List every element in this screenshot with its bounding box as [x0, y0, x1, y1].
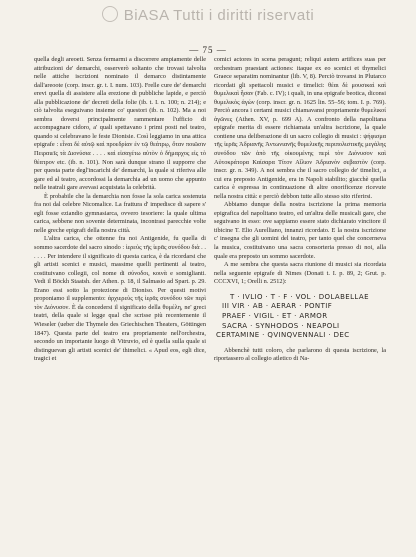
inscription-line: SACRA · SYNHODOS · NEAPOLI [222, 321, 340, 330]
inscription-line: T · IVLIO · T · F · VOL · DOLABELLAE [230, 292, 369, 301]
inscription-line: PRAEF · VIGIL · ET · ARMOR [222, 311, 328, 320]
inscription-line: III VIR · AB · AERAR · PONTIF [222, 302, 333, 311]
paragraph: L'altra carica, che ottenne fra noi Antigenide, fu quella di sommo sacerdote del sacro sinodo : ἱερεὺς τῆς ἱερᾶς συνόδου διὰ . . . . . . Per intendere il significato di questa carica, è da ricordarsi che gli artisti scenici e musici, massime quelli pertinenti al teatro, costituivano collegii, col nome di σύνοδοι, κοινὰ e somiglianti. Vedi il Böckh Staatsh. der Athen. p. 18, il Salmasio ad Spart. p. 29. Erano essi sotto la protezione di Dioniso. Per questi motivi proponiamo il supplemento: ἀρχιερεὺς τῆς ἱερᾶς συνόδου τῶν περὶ τὸν Διόνυσον. È da concedersi il significato della θυμέλη, ne' greci teatri, della quale si legge qual che scrisse più recentemente il Wieseler (ueber die Thymele des Griechischen Theaters, Göttingen 1847). Questa parte del teatro era propriamente nell'orchestra, secondo un importante luogo di Vitruvio, ed è quella sulla quale si distinguevan gli artisti scenici de' thimelici. « Apud eos, egli dice, tragici et [34, 235, 206, 363]
paragraph: Abbiamo dunque della nostra iscrizione la prima memoria epigrafica del napolitano teatro, ed un'altra delle musicali gare, che seguivano in esso: ove sappiamo essere stato dichiarato vincitore il tibicine T. Elio Aurelliano, innanzi ricordato. E la nostra iscrizione c' insegna che gli uomini del teatro, per tanto quel che concerneva la musica, costituivano una sacra consorteria presso di noi, alla quale era preposto un sommo sacerdote. [214, 201, 386, 260]
paragraph: quella degli areoeti. Senza fermarmi a discorrere ampiamente delle attribuzioni de' demarchi, osserverò soltanto che trovasi talvolta nelle attiche iscrizioni nominato il demarco distintamente dall'areoote (corp. inscr. gr. t. I. num. 103). Frelle cure de' demarchi erevi quella di assistere alla erezione di pubbliche lapide, e perciò alla pubblicazione de' decreti della folie (ib. t. I. n. 100; n. 214); e ciò talvolta eseguivano insieme co' questori (ib. n. 102). Ma a noi sembra doversi principalmente rammentare l'ufficio di accompagnare cidoro, a' quali spettavano i primi posti nel teatro, quando si celebravano le feste Dionisie. Così leggiamo in una attica epigrafe : εἶναι δὲ αὐτῷ καὶ προεδρίαν ἐν τῷ θεάτρῳ, ὅταν ποιῶσιν Πειραιεῖς τὰ Διονύσια . . . . καὶ εἰσαγέτω αὐτὸν ὁ δήμαρχος εἰς τὸ θέατρον etc. (ib. n. 101). Non sarà dunque strano il supporre che per questa parte degl'incarichi de' demarchi, la quale si riferiva alle gare ed al teatro, accordossi la demarchia ad un uomo che appunto nelle teatrali gare avevasi acquistata la celebrità. [34, 56, 206, 192]
page-body [34, 56, 386, 364]
library-seal-icon [102, 6, 118, 22]
latin-inscription [216, 293, 386, 341]
inscription-line: CERTAMINE · QVINQVENNALI · DEC [216, 331, 350, 340]
paragraph: È probabile che la demarchia non fosse la sola carica sostenuta fra noi dal celebre Nicomalice. La frattura d' impedisce di sapere s' egli fosse eziandio gymnasiarca, ovvero tesoriere: la quale ultima carica, sebbene non sovente determinata, incontrasi parecchie volte nelle greche epigrafi della nostra città. [34, 192, 206, 234]
right-column [214, 56, 386, 364]
paragraph: Abbenchè tutti coloro, che parlarono di questa iscrizione, la riportassero al collegio atletico di Na- [214, 346, 386, 363]
left-column [34, 56, 206, 364]
page-number: — 75 — [189, 45, 227, 55]
watermark: BiASA Tutti i diritti riservati [0, 6, 416, 24]
paragraph: comici actores in scena peragunt; reliqui autem artifices suas per orchestram praestant actiones: itaque ex eo scenici et thymelici Graece separatim nominantur (lib. V, 8). Perciò trovansi in Plutarco ricordati gli spettacoli musici e timelici: θέαι δὲ μουσικαὶ καὶ θυμελικαὶ ἦσαν (Fab. c. IV); i quali, in una epigrafe beotica, diconsi θυμελικὸς ἀγών (corp. inscr. gr. n. 1625 lin. 55–56; tom. I. p. 769). Perciò ancora i certami musici chiamavansi propriamente θυμελικοί ἀγῶνες (Athen. XV, p. 699 A). A confronto della napolitana epigrafe merita di essere richiamata un'altra iscrizione, la quale contiene una deliberazione di un sacro collegio di musici : ψήφισμα τῆς ἱερᾶς Ἀδριανῆς Ἀντωνιανῆς θυμελικῆς περιπολιστικῆς μεγάλης συνόδου τῶν ἀπὸ τῆς οἰκουμένης περὶ τὸν Διόνυσον καὶ Αὐτοκράτορα Καίσαρα Τίτον Αἴλιον Ἀδριανὸν σεβαστὸν (corp. inscr. gr. n. 349). A noi sembra che il sacro collegio de' timelici, a cui era preposto Antigenide, era in Napoli stabilito; giacchè quella carica è espressa in continuazione di altre onorificenze ricevute nella nostra città: e perciò debbon tutte allo stesso sito riferirsi. [214, 56, 386, 200]
paragraph: A me sembra che questa sacra riunione di musici sia ricordata nella seguente epigrafe di Nimes (Donati t. I. p. 89, 2; Grut. p. CCCXVI, 1; Orelli n. 2512): [214, 261, 386, 286]
